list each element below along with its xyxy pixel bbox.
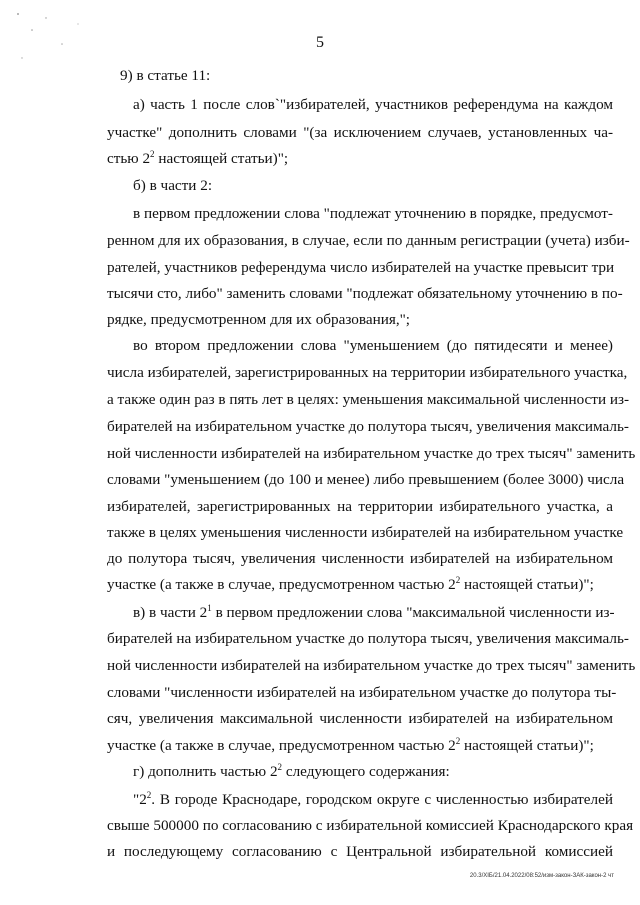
superscript: 1 <box>207 603 212 613</box>
text-line: в) в части $2^1$ в первом предложении слова "максимальной численности из- <box>133 603 615 621</box>
superscript: 2 <box>150 149 155 159</box>
text-line: участке" дополнить словами "(за исключением случаев, установленных ча- <box>107 124 613 141</box>
text-line: словами "численности избирателей на избирательном участке до полутора ты- <box>107 684 617 701</box>
text-line: ренном для их образования, в случае, если по данным регистрации (учета) изби- <box>107 232 630 249</box>
text-line: и последующему согласованию с Центральной избирательной комиссией <box>107 843 613 860</box>
footer-document-code: 20.3/XIБ/21.04.2022/08:52/изм-закон-ЗАК-закон-2 чт <box>469 873 614 879</box>
text-line: рядке, предусмотренном для их образования,"; <box>107 311 411 328</box>
text-line: ной численности избирателей на избирательном участке до трех тысяч" заменить <box>107 657 636 674</box>
text-line: бирателей на избирательном участке до полутора тысяч, увеличения максималь- <box>107 630 629 647</box>
text-line: тысячи сто, либо" заменить словами "подлежат обязательному уточнению в по- <box>107 285 623 302</box>
text-line: участке (а также в случае, предусмотренном частью $2^2$ настоящей статьи)"; <box>107 575 594 593</box>
text-line: до полутора тысяч, увеличения численности избирателей на избирательном <box>107 550 613 567</box>
text-line: в первом предложении слова "подлежат уточнению в порядке, предусмот- <box>133 205 613 222</box>
text-line: также в целях уменьшения численности избирателей на избирательном участке <box>107 524 624 541</box>
text-line: сяч, увеличения максимальной численности избирателей на избирательном <box>107 710 613 727</box>
text-line: а) часть 1 после слов`"избирателей, участников референдума на каждом <box>133 96 613 113</box>
text-line: словами "уменьшением (до 100 и менее) либо превышением (более 3000) числа <box>107 471 625 488</box>
text-line: участке (а также в случае, предусмотренном частью $2^2$ настоящей статьи)"; <box>107 736 594 754</box>
superscript: 2 <box>277 762 283 772</box>
superscript: 2 <box>146 790 152 800</box>
sub-item-g-heading: г) дополнить частью $2^2$ следующего содержания: <box>133 762 450 780</box>
superscript: 2 <box>455 736 461 746</box>
text-line: свыше 500000 по согласованию с избирательной комиссией Краснодарского края <box>107 817 634 834</box>
text-line: числа избирателей, зарегистрированных на территории избирательного участка, <box>107 364 628 381</box>
page-number: 5 <box>316 34 324 51</box>
text-line: "$2^2$. В городе Краснодаре, городском округе с численностью избирателей <box>133 790 613 808</box>
text-line: а также один раз в пять лет в целях: уменьшения максимальной численности из- <box>107 391 630 408</box>
item-9-heading: 9) в статье 11: <box>120 67 211 84</box>
text-line: избирателей, зарегистрированных на территории избирательного участка, а <box>107 498 613 515</box>
text-line: во втором предложении слова "уменьшением (до пятидесяти и менее) <box>133 337 613 354</box>
text-line: стью $2^2$ настоящей статьи)"; <box>107 149 289 167</box>
text-line: рателей, участников референдума число избирателей на участке превысит три <box>107 259 615 276</box>
text-line: ной численности избирателей на избирательном участке до трех тысяч" заменить <box>107 445 636 462</box>
text-line: бирателей на избирательном участке до полутора тысяч, увеличения максималь- <box>107 418 629 435</box>
sub-item-b-heading: б) в части 2: <box>133 177 213 194</box>
superscript: 2 <box>455 575 461 585</box>
